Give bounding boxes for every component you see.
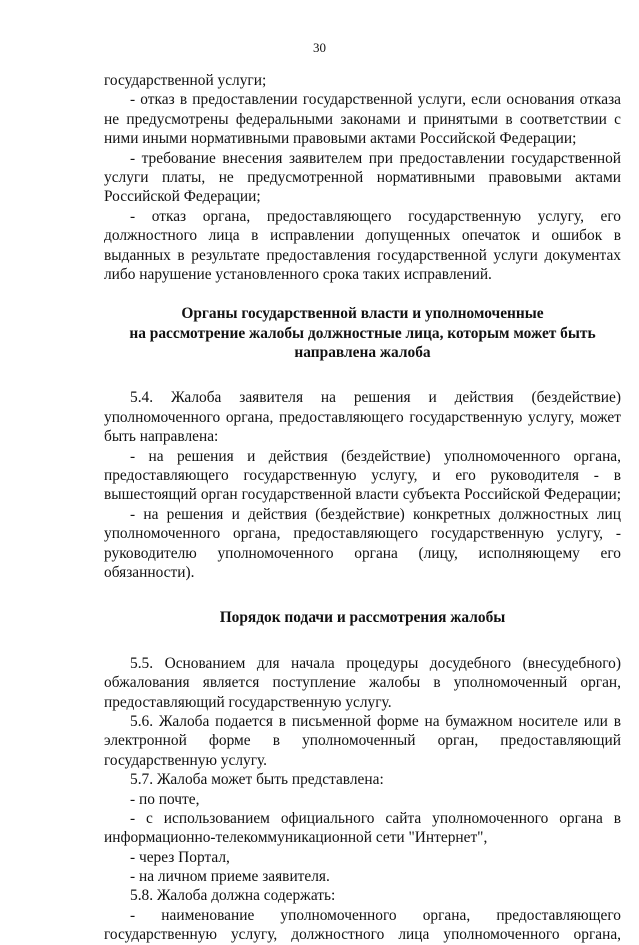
section-authorities-body	[104, 388, 621, 582]
text-line: быть направлена:	[104, 428, 219, 446]
text-line: руководителю уполномоченного органа (лицу, исполняющему его	[104, 544, 621, 562]
section-heading-authorities	[104, 304, 621, 362]
text-line: предоставляющего государственную услугу, и его руководителя - в	[104, 467, 621, 485]
page-number: 30	[313, 40, 326, 55]
text-line: 5.4. Жалоба заявителя на решения и действия (бездействие)	[130, 389, 621, 407]
text-line: 5.8. Жалоба должна содержать:	[130, 887, 336, 905]
text-line: электронной форме в уполномоченный орган, предоставляющий	[104, 732, 621, 750]
text-line: - отказ органа, предоставляющего государственную услугу, его	[130, 207, 621, 225]
text-line: ними иными нормативными правовыми актами Российской Федерации;	[104, 130, 577, 148]
text-line: - на личном приеме заявителя.	[130, 868, 330, 886]
text-line: государственную услугу.	[104, 751, 268, 769]
section-heading-procedure	[104, 608, 621, 627]
text-line: уполномоченного органа, предоставляющего государственную услугу, может	[104, 408, 621, 426]
text-line: обязанности).	[104, 563, 195, 581]
text-line: уполномоченного органа, предоставляющего государственную услугу, -	[104, 525, 621, 543]
text-line: - отказ в предоставлении государственной услуги, если основания отказа	[130, 91, 621, 109]
intro-block	[104, 71, 621, 284]
text-line: - на решения и действия (бездействие) конкретных должностных лиц	[130, 505, 621, 523]
text-line: не предусмотрены федеральными законами и принятыми в соответствии с	[104, 110, 621, 128]
text-line: - требование внесения заявителем при предоставлении государственной	[130, 149, 621, 167]
text-line: - по почте,	[130, 790, 200, 808]
text-line: 5.6. Жалоба подается в письменной форме на бумажном носителе или в	[130, 712, 621, 730]
text-line: информационно-телекоммуникационной сети "Интернет",	[104, 829, 488, 847]
text-line: Российской Федерации;	[104, 188, 261, 206]
text-line: обжалования является поступление жалобы в уполномоченный орган,	[104, 674, 621, 692]
heading-line: на рассмотрение жалобы должностные лица, которым может быть	[129, 324, 596, 342]
text-line: - наименование уполномоченного органа, предоставляющего	[130, 906, 621, 924]
text-line: 5.5. Основанием для начала процедуры досудебного (внесудебного)	[130, 654, 621, 672]
text-line: должностного лица в исправлении допущенных опечаток и ошибок в	[104, 227, 621, 245]
document-body	[104, 71, 621, 945]
text-line: государственной услуги;	[104, 72, 267, 89]
heading-line: Порядок подачи и рассмотрения жалобы	[219, 609, 506, 627]
text-line: - через Портал,	[130, 848, 230, 866]
text-line: 5.7. Жалоба может быть представлена:	[130, 771, 384, 789]
text-line: либо нарушение установленного срока таких исправлений.	[104, 265, 492, 283]
heading-line: Органы государственной власти и уполномоченные	[181, 305, 544, 323]
text-line: - на решения и действия (бездействие) уполномоченного органа,	[130, 447, 621, 465]
text-line: - с использованием официального сайта уполномоченного органа в	[130, 809, 621, 827]
text-line: услуги платы, не предусмотренной нормативными правовыми актами	[104, 168, 621, 186]
heading-line: направлена жалоба	[294, 344, 431, 362]
section-procedure-body	[104, 654, 621, 945]
text-line: выданных в результате предоставления государственной услуги документах	[104, 246, 621, 264]
text-line: предоставляющий государственную услугу.	[104, 693, 392, 711]
text-line: государственную услугу, должностного лица уполномоченного органа,	[104, 926, 621, 944]
text-line: вышестоящий орган государственной власти субъекта Российской Федерации;	[104, 486, 621, 504]
